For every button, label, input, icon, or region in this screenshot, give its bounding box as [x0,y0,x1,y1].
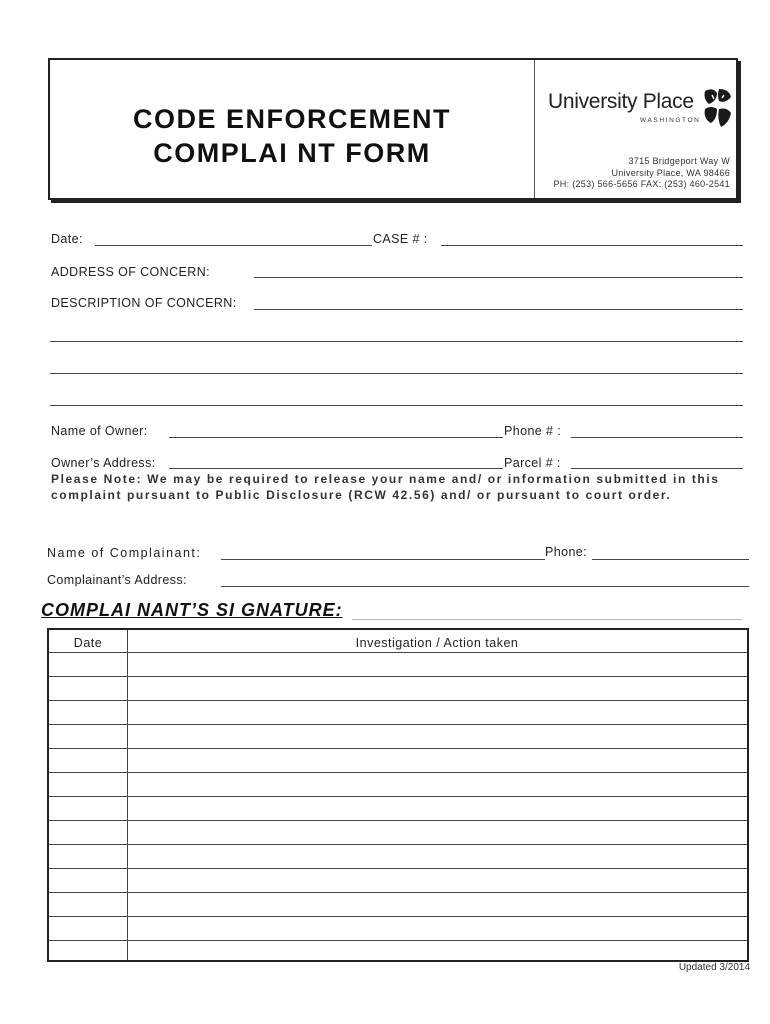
table-row [49,940,747,941]
address-line1: 3715 Bridgeport Way W [628,156,730,166]
complainant-phone-field[interactable] [592,559,749,560]
date-label: Date: [51,232,83,246]
updated-date: Updated 3/2014 [678,962,750,973]
form-title-line1: CODE ENFORCEMENT [132,104,451,134]
table-row [49,820,747,821]
description-line-3[interactable] [50,373,743,374]
parcel-number-field[interactable] [571,468,743,469]
address-of-concern-label: ADDRESS OF CONCERN: [51,265,211,279]
table-row [49,916,747,917]
table-column-divider [127,630,128,960]
logo-text: University Place [548,90,694,113]
table-row [49,724,747,725]
complainant-signature-field[interactable] [352,619,742,620]
date-field[interactable] [95,245,372,246]
complainant-phone-label: Phone: [545,545,588,559]
address-line2: University Place, WA 98466 [611,168,730,178]
complainant-name-field[interactable] [221,559,545,560]
form-header [48,58,738,200]
address-line3: PH: (253) 566-5656 FAX: (253) 460-2541 [553,179,730,189]
table-header-action: Investigation / Action taken [355,636,519,650]
logo-subtext: WASHINGTON [640,117,701,124]
owner-address-field[interactable] [169,468,503,469]
case-number-field[interactable] [441,245,743,246]
table-row [49,772,747,773]
address-of-concern-field[interactable] [254,277,743,278]
owner-address-label: Owner’s Address: [51,456,156,470]
university-place-logo [548,87,738,131]
parcel-number-label: Parcel # : [504,456,561,470]
table-row [49,676,747,677]
leaf-logo-icon [703,87,733,129]
complainant-address-label: Complainant’s Address: [47,573,187,587]
complainant-signature-label: COMPLAI NANT’S SI GNATURE: [41,600,343,620]
table-header-date: Date [73,636,103,650]
complainant-address-field[interactable] [221,586,749,587]
table-row [49,892,747,893]
description-of-concern-label: DESCRIPTION OF CONCERN: [51,296,237,310]
table-row [49,796,747,797]
description-line-4[interactable] [50,405,743,406]
table-row [49,844,747,845]
complainant-name-label: Name of Complainant: [47,546,202,560]
description-of-concern-field[interactable] [254,309,743,310]
table-row [49,652,747,653]
form-title [50,102,534,170]
owner-name-field[interactable] [169,437,503,438]
owner-name-label: Name of Owner: [51,424,148,438]
form-title-line2: COMPLAI NT FORM [153,138,431,168]
disclosure-note-line2: complaint pursuant to Public Disclosure (RCW 42.56) and/ or pursuant to court order. [51,488,672,502]
case-number-label: CASE # : [373,232,428,246]
owner-phone-label: Phone # : [504,424,562,438]
description-line-2[interactable] [50,341,743,342]
table-row [49,748,747,749]
disclosure-note-line1: Please Note: We may be required to release your name and/ or information submitted in this [51,472,720,486]
table-row [49,700,747,701]
owner-phone-field[interactable] [571,437,743,438]
header-divider [534,60,535,198]
investigation-log-table [47,628,749,962]
table-row [49,868,747,869]
